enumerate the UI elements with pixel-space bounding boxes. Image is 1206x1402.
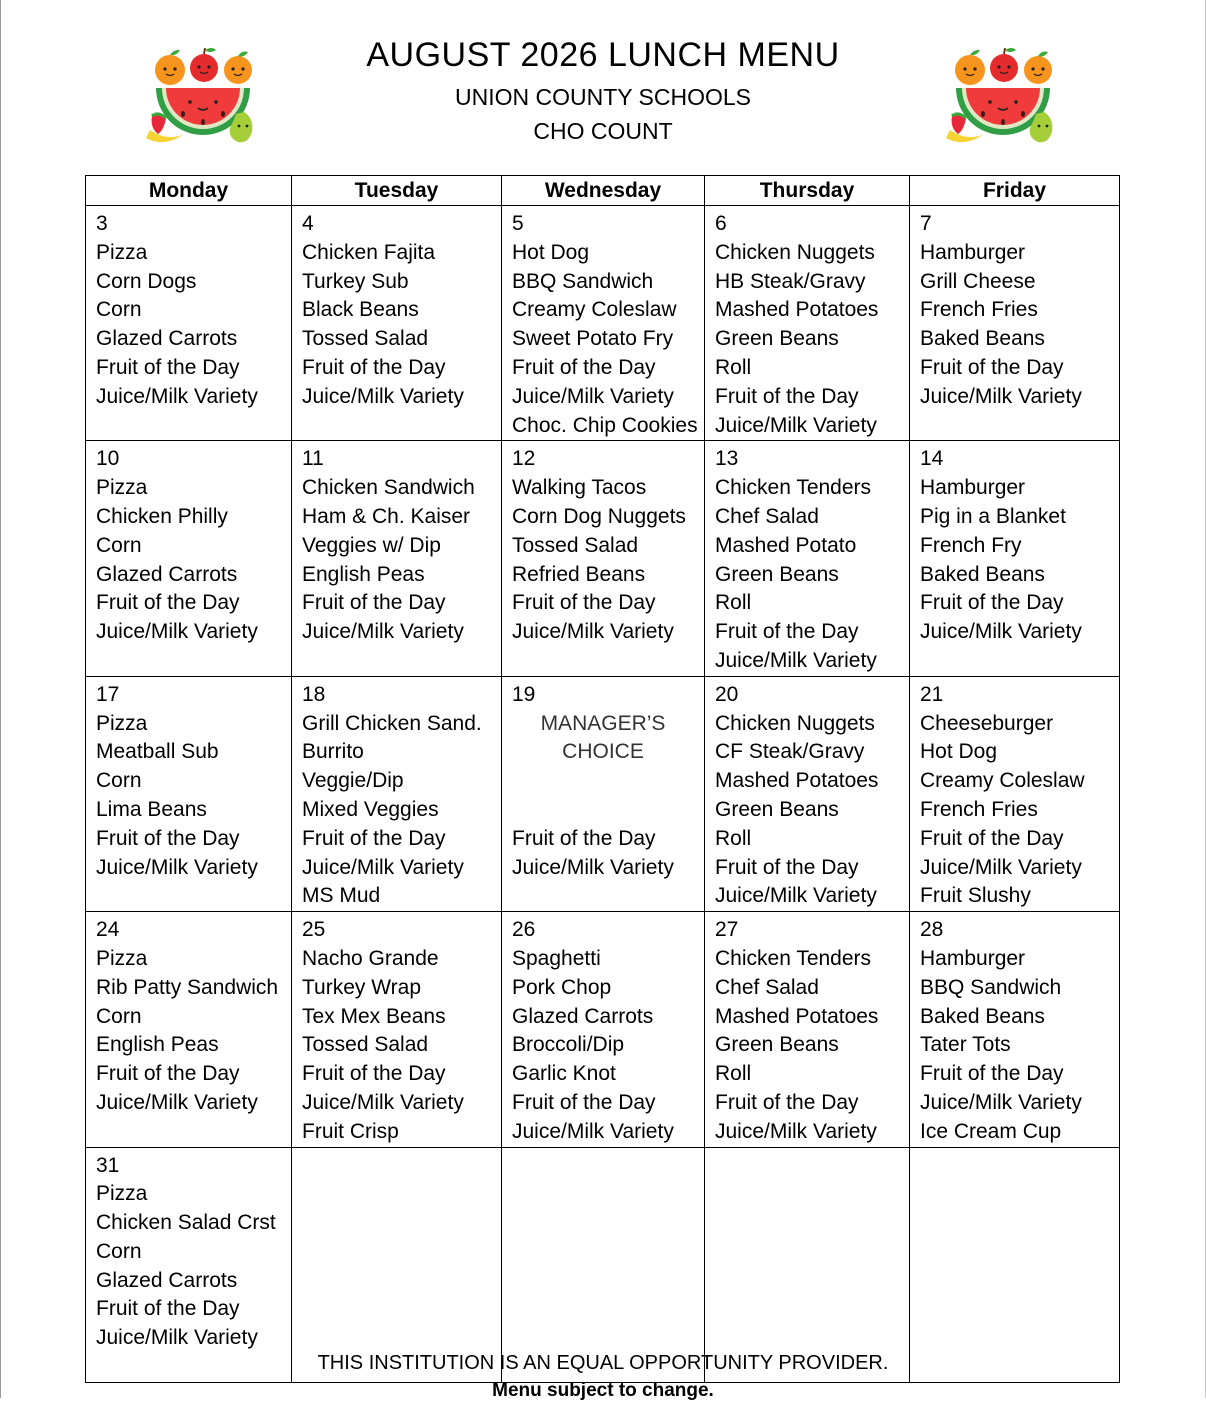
menu-item: Juice/Milk Variety: [512, 620, 674, 644]
menu-item: Hot Dog: [920, 740, 998, 764]
menu-item: English Peas: [302, 562, 425, 586]
menu-item: Creamy Coleslaw: [512, 298, 677, 322]
menu-item: Juice/Milk Variety: [96, 1326, 258, 1350]
menu-item: Garlic Knot: [512, 1062, 616, 1086]
menu-item: Juice/Milk Variety: [512, 1119, 674, 1143]
day-number: 7: [920, 212, 932, 235]
menu-item: Fruit of the Day: [96, 826, 240, 850]
menu-item: Pizza: [96, 476, 148, 500]
menu-item: Green Beans: [715, 1033, 839, 1057]
menu-item: Pizza: [96, 711, 148, 735]
week-row: [86, 441, 1120, 676]
menu-item: Mashed Potatoes: [715, 769, 879, 793]
menu-item: Mixed Veggies: [302, 797, 439, 821]
menu-item: Turkey Sub: [302, 269, 409, 293]
menu-disclaimer: Menu subject to change.: [492, 1380, 714, 1401]
day-number: 20: [715, 682, 739, 706]
day-cell: [86, 441, 292, 676]
menu-item: Hamburger: [920, 240, 1026, 264]
menu-item: Cheeseburger: [920, 711, 1054, 735]
menu-item: Juice/Milk Variety: [920, 1090, 1082, 1114]
day-number: 10: [96, 447, 120, 471]
column-header-monday: Monday: [86, 176, 292, 206]
menu-item: Chicken Nuggets: [715, 240, 875, 264]
menu-item: Pork Chop: [512, 975, 612, 999]
day-number: 28: [920, 918, 944, 942]
menu-item: Tossed Salad: [512, 533, 639, 557]
menu-item: Juice/Milk Variety: [920, 384, 1082, 408]
menu-item: Glazed Carrots: [512, 1004, 654, 1028]
menu-item: Corn: [96, 1004, 142, 1028]
menu-item: Tex Mex Beans: [302, 1004, 446, 1028]
week-row: [86, 912, 1120, 1147]
menu-item: Juice/Milk Variety: [715, 1119, 877, 1143]
menu-item: Corn: [96, 1239, 142, 1263]
menu-item: Fruit of the Day: [715, 384, 859, 408]
day-number: 14: [920, 447, 944, 471]
menu-item: Fruit of the Day: [302, 355, 446, 379]
menu-item: Juice/Milk Variety: [715, 884, 877, 908]
menu-item: Hamburger: [920, 946, 1026, 970]
day-cell: [705, 441, 910, 676]
menu-item: Fruit of the Day: [512, 591, 656, 615]
day-number: 26: [512, 918, 536, 942]
day-cell: [502, 206, 705, 441]
day-cell: [705, 676, 910, 911]
menu-item: Lima Beans: [96, 797, 207, 821]
page-subtitle: CHO COUNT: [533, 118, 673, 144]
menu-item: MS Mud: [302, 884, 381, 908]
day-cell: [705, 912, 910, 1147]
menu-item: Fruit of the Day: [512, 1090, 656, 1114]
menu-item: French Fries: [920, 298, 1038, 322]
menu-item: Chicken Tenders: [715, 946, 872, 970]
menu-item: Fruit of the Day: [715, 855, 859, 879]
menu-item: Corn Dogs: [96, 269, 197, 293]
menu-item: Meatball Sub: [96, 740, 219, 764]
menu-item: Fruit of the Day: [302, 826, 446, 850]
menu-item: Chicken Fajita: [302, 240, 436, 264]
lunch-menu-calendar: [85, 175, 1120, 1383]
menu-item: Hamburger: [920, 476, 1026, 500]
menu-item: Corn: [96, 298, 142, 322]
menu-item: Mashed Potato: [715, 533, 857, 557]
menu-item: Roll: [715, 1062, 752, 1086]
column-header-wednesday: Wednesday: [502, 176, 705, 206]
menu-item: Roll: [715, 591, 752, 615]
day-cell: [86, 206, 292, 441]
menu-item: Juice/Milk Variety: [715, 648, 877, 672]
menu-item: Ham & Ch. Kaiser: [302, 504, 471, 528]
week-row: [86, 1147, 1120, 1382]
menu-item: Green Beans: [715, 562, 839, 586]
menu-item: Green Beans: [715, 797, 839, 821]
menu-item: Pig in a Blanket: [920, 504, 1066, 528]
menu-item: Pizza: [96, 1182, 148, 1206]
menu-item: Baked Beans: [920, 562, 1045, 586]
day-number: 5: [512, 212, 524, 235]
menu-item: Veggie/Dip: [302, 769, 404, 793]
page-edge: [0, 0, 1, 1398]
week-row: [86, 206, 1120, 441]
menu-item: Pizza: [96, 946, 148, 970]
menu-item: Fruit of the Day: [302, 1062, 446, 1086]
menu-item: Tater Tots: [920, 1033, 1011, 1057]
menu-item: Grill Chicken Sand.: [302, 711, 482, 735]
menu-item: Pizza: [96, 240, 148, 264]
menu-item: Fruit of the Day: [715, 1090, 859, 1114]
blank-line: [512, 796, 704, 825]
menu-item: Juice/Milk Variety: [96, 620, 258, 644]
day-number: 6: [715, 212, 727, 235]
menu-item: Black Beans: [302, 298, 419, 322]
menu-item: Green Beans: [715, 327, 839, 351]
menu-item: Chicken Philly: [96, 504, 228, 528]
day-cell: [910, 676, 1120, 911]
menu-item: Corn Dog Nuggets: [512, 504, 686, 528]
menu-item: Hot Dog: [512, 240, 590, 264]
menu-item: Juice/Milk Variety: [302, 1090, 464, 1114]
day-cell: [86, 676, 292, 911]
menu-item: Fruit of the Day: [96, 1297, 240, 1321]
menu-item: Fruit of the Day: [920, 591, 1064, 615]
menu-item: Juice/Milk Variety: [512, 384, 674, 408]
menu-item: Sweet Potato Fry: [512, 327, 674, 351]
menu-item: Fruit of the Day: [512, 826, 656, 850]
empty-day-cell: [705, 1147, 910, 1382]
menu-item: Baked Beans: [920, 327, 1045, 351]
day-cell: [502, 676, 705, 911]
day-number: 25: [302, 918, 326, 942]
menu-item: Juice/Milk Variety: [96, 855, 258, 879]
menu-item: Roll: [715, 826, 752, 850]
weekday-header-row: [86, 176, 1120, 206]
special-menu-label: CHOICE: [562, 740, 644, 764]
menu-item: Fruit of the Day: [302, 591, 446, 615]
menu-item: Chicken Sandwich: [302, 476, 475, 500]
day-cell: [910, 912, 1120, 1147]
day-number: 24: [96, 918, 120, 942]
menu-item: Fruit of the Day: [920, 826, 1064, 850]
menu-item: Glazed Carrots: [96, 327, 238, 351]
menu-item: Roll: [715, 355, 752, 379]
menu-item: Veggies w/ Dip: [302, 533, 441, 557]
menu-item: Fruit Crisp: [302, 1119, 399, 1143]
page-title: AUGUST 2026 LUNCH MENU: [366, 36, 840, 74]
menu-item: Juice/Milk Variety: [920, 855, 1082, 879]
menu-item: Tossed Salad: [302, 327, 429, 351]
day-cell: [502, 912, 705, 1147]
menu-item: Fruit Slushy: [920, 884, 1031, 908]
empty-day-cell: [502, 1147, 705, 1382]
day-number: 13: [715, 447, 739, 471]
menu-item: Creamy Coleslaw: [920, 769, 1085, 793]
day-number: 21: [920, 682, 944, 706]
menu-item: Juice/Milk Variety: [302, 384, 464, 408]
day-cell: [292, 206, 502, 441]
menu-item: Grill Cheese: [920, 269, 1036, 293]
empty-day-cell: [910, 1147, 1120, 1382]
menu-item: Walking Tacos: [512, 476, 647, 500]
menu-item: BBQ Sandwich: [920, 975, 1062, 999]
menu-item: Nacho Grande: [302, 946, 439, 970]
day-cell: [910, 206, 1120, 441]
menu-item: Juice/Milk Variety: [302, 620, 464, 644]
day-number: 4: [302, 212, 314, 235]
menu-item: Turkey Wrap: [302, 975, 422, 999]
fruit-group-icon: [938, 42, 1064, 150]
day-number: 27: [715, 918, 739, 942]
blank-line: [512, 767, 704, 796]
district-name: UNION COUNTY SCHOOLS: [454, 84, 752, 110]
special-menu-label: MANAGER’S: [540, 711, 666, 735]
menu-item: Mashed Potatoes: [715, 1004, 879, 1028]
equal-opportunity-notice: THIS INSTITUTION IS AN EQUAL OPPORTUNITY PROVIDER.: [317, 1352, 889, 1374]
fruit-group-icon: [138, 42, 264, 150]
day-number: 3: [96, 212, 108, 235]
column-header-tuesday: Tuesday: [292, 176, 502, 206]
day-number: 31: [96, 1153, 120, 1177]
menu-header: [0, 0, 1206, 175]
menu-item: Chicken Nuggets: [715, 711, 875, 735]
menu-item: Fruit of the Day: [920, 355, 1064, 379]
menu-item: Juice/Milk Variety: [920, 620, 1082, 644]
column-header-friday: Friday: [910, 176, 1120, 206]
menu-item: Chef Salad: [715, 504, 819, 528]
menu-item: French Fries: [920, 797, 1038, 821]
menu-item: Spaghetti: [512, 946, 601, 970]
menu-item: Ice Cream Cup: [920, 1119, 1062, 1143]
menu-item: Glazed Carrots: [96, 1268, 238, 1292]
menu-item: Juice/Milk Variety: [96, 1090, 258, 1114]
empty-day-cell: [292, 1147, 502, 1382]
day-cell: [502, 441, 705, 676]
menu-item: Baked Beans: [920, 1004, 1045, 1028]
menu-item: Mashed Potatoes: [715, 298, 879, 322]
menu-item: CF Steak/Gravy: [715, 740, 865, 764]
menu-item: Corn: [96, 769, 142, 793]
day-number: 12: [512, 447, 536, 471]
day-cell: [292, 912, 502, 1147]
menu-item: Fruit of the Day: [920, 1062, 1064, 1086]
day-cell: [86, 1147, 292, 1382]
menu-item: Fruit of the Day: [96, 591, 240, 615]
menu-item: Corn: [96, 533, 142, 557]
menu-item: Fruit of the Day: [96, 355, 240, 379]
menu-item: Choc. Chip Cookies: [512, 413, 698, 437]
menu-item: Rib Patty Sandwich: [96, 975, 279, 999]
day-number: 19: [512, 682, 536, 706]
menu-item: Burrito: [302, 740, 364, 764]
menu-item: Chef Salad: [715, 975, 819, 999]
menu-item: Refried Beans: [512, 562, 646, 586]
column-header-thursday: Thursday: [705, 176, 910, 206]
day-cell: [292, 676, 502, 911]
day-cell: [86, 912, 292, 1147]
menu-item: Juice/Milk Variety: [96, 384, 258, 408]
menu-item: Fruit of the Day: [715, 620, 859, 644]
week-row: [86, 676, 1120, 911]
menu-item: English Peas: [96, 1033, 219, 1057]
menu-item: Juice/Milk Variety: [715, 413, 877, 437]
menu-item: Tossed Salad: [302, 1033, 429, 1057]
menu-item: Chicken Salad Crst: [96, 1211, 276, 1235]
menu-item: French Fry: [920, 533, 1022, 557]
day-number: 11: [302, 447, 324, 471]
day-number: 17: [96, 682, 120, 706]
menu-item: Broccoli/Dip: [512, 1033, 625, 1057]
day-cell: [292, 441, 502, 676]
day-number: 18: [302, 682, 326, 706]
menu-item: Fruit of the Day: [512, 355, 656, 379]
menu-item: Chicken Tenders: [715, 476, 872, 500]
menu-item: Glazed Carrots: [96, 562, 238, 586]
menu-item: Juice/Milk Variety: [302, 855, 464, 879]
menu-item: HB Steak/Gravy: [715, 269, 866, 293]
day-cell: [705, 206, 910, 441]
day-cell: [910, 441, 1120, 676]
menu-item: Fruit of the Day: [96, 1062, 240, 1086]
menu-item: BBQ Sandwich: [512, 269, 654, 293]
menu-item: Juice/Milk Variety: [512, 855, 674, 879]
